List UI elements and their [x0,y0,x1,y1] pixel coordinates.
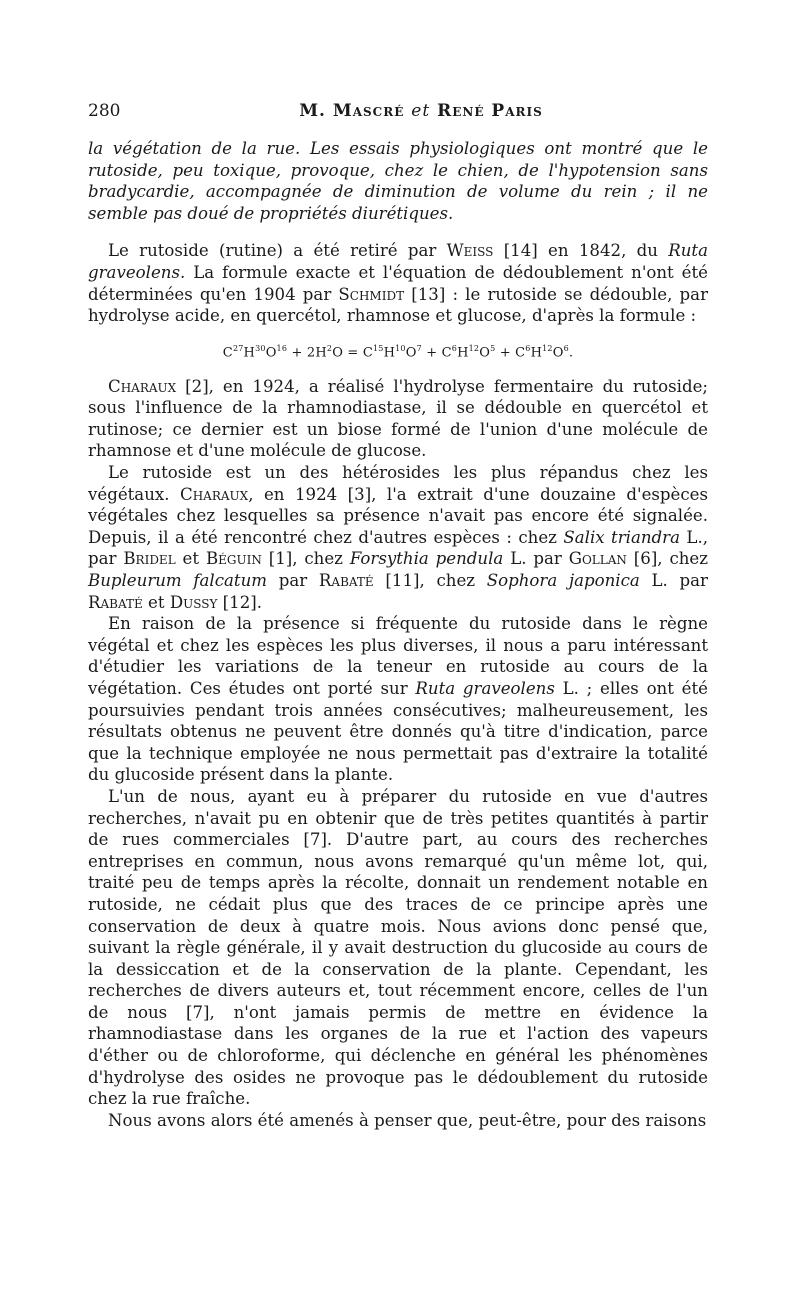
author-ref: Béguin [205,549,262,569]
author-name: René Paris [437,101,543,121]
species-name: Bupleurum falcatum [88,571,268,591]
chemical-equation: $C^{27}H^{30}O^{16} + 2H^2O = C^{15}H^{10}O^7 + C^6H^{12}O^5 + C^6H^{12}O^6$. [222,343,574,361]
author-ref: Bridel [123,549,176,569]
species-name: Forsythia pendula [349,549,504,569]
paragraph-conclusion: Nous avons alors été amenés à penser que, peut-être, pour des raisons [108,1110,707,1130]
paragraph-observations: L'un de nous, ayant eu à préparer du rutoside en vue d'autres recherches, n'avait pu en obtenir que de très petites quantités à partir de rues commerciales [7]. D'autre part, au cours des recherches entreprises en commun, nous avons remarqué qu'un même lot, qui, traité peu de temps après la récolte, donnait un rendement notable en rutoside, ne cédait plus que des traces de ce principe après une conservation de deux à quatre mois. Nous avions donc pensé que, suivant la règle générale, il y avait destruction du glucoside au cours de la dessiccation et de la conservation de la plante. Cependant, les recherches de divers auteurs et, tout récemment encore, celles de l'un de nous [7], n'ont jamais permis de mettre en évidence la rhamnodiastase dans les organes de la rue et l'action des vapeurs d'éther ou de chloroforme, qui déclenche en général les phénomènes d'hydrolyse des osides ne provoque pas le dédoublement du rutoside chez la rue fraîche. [88,786,708,1109]
author-ref: Dussy [169,592,218,612]
text-run: Le rutoside (rutine) a été retiré par [108,241,447,261]
paragraph-hydrolysis [88,376,708,462]
paragraph-variations: En raison de la présence si fréquente du rutoside dans le règne végétal et chez les espèces les plus diverses, il nous a paru intéressant d'étudier les variations de la teneur en rutoside au cours de la végétation. Ces études ont porté sur Ruta graveolens L. ; elles ont été poursuivies pendant trois années consécutives; malheureusement, les résultats obtenus ne peuvent être donnés qu'à titre d'indication, parce que la technique employée ne nous permettait pas d'extraire la totalité du glucoside présent dans la plante. [88,614,708,785]
species-name: Ruta graveolens. [88,241,708,282]
species-name: Sophora japonica [486,571,640,591]
author-ref: Rabaté [88,592,143,612]
author-ref: Schmidt [338,284,405,304]
running-head-authors [88,101,708,121]
species-name: Ruta graveolens [415,678,555,698]
paragraph-intro: la végétation de la rue. Les essais physiologiques ont montré que le rutoside, peu toxique, provoque, chez le chien, de l'hypotension sans bradycardie, accompagnée de diminution de volume du rein ; il ne semble pas doué de propriétés diurétiques. [88,139,708,223]
author-name: M. Mascré [299,101,405,121]
paragraph-rutoside-history [88,240,708,326]
author-ref: Charaux [108,376,177,396]
paragraph-distribution: Le rutoside est un des hétérosides les plus répandus chez les végétaux. Charaux, en 1924 [3], l'a extrait d'une douzaine d'espèces végétales chez lesquelles sa présence n'avait pas encore été signalée. Depuis, il a été rencontré chez d'autres espèces : chez Salix triandra L., par Bridel et Béguin [1], chez Forsythia pendula L. par Gollan [6], chez Bupleurum falcatum par Rabaté [11], chez Sophora japonica L. par Rabaté et Dussy [12]. [88,463,709,612]
text-run: [2], en 1924, a réalisé l'hydrolyse fermentaire du rutoside; sous l'influence de la rhamnodiastase, il se dédouble en quercétol et rutinose; ce dernier est un biose formé de l'union d'une molécule de rhamnose et d'une molécule de glucose. [88,376,708,461]
species-name: Salix triandra [563,527,680,547]
text-run: [13] : le rutoside se dédouble, par hydrolyse acide, en quercétol, rhamnose et glucose, d'après la formule : [88,284,708,326]
author-ref: Gollan [568,549,627,569]
body-text [88,138,708,1131]
text-run: La formule exacte et l'équation de dédoublement n'ont été déterminées qu'en 1904 par [88,262,708,304]
page-header [88,101,708,125]
author-ref: Charaux [180,484,249,504]
author-ref: Rabaté [318,571,374,591]
author-ref: Weiss [446,241,494,261]
text-run: [14] en 1842, du [493,241,669,261]
page-number: 280 [88,101,121,121]
conjunction: et [411,101,431,121]
